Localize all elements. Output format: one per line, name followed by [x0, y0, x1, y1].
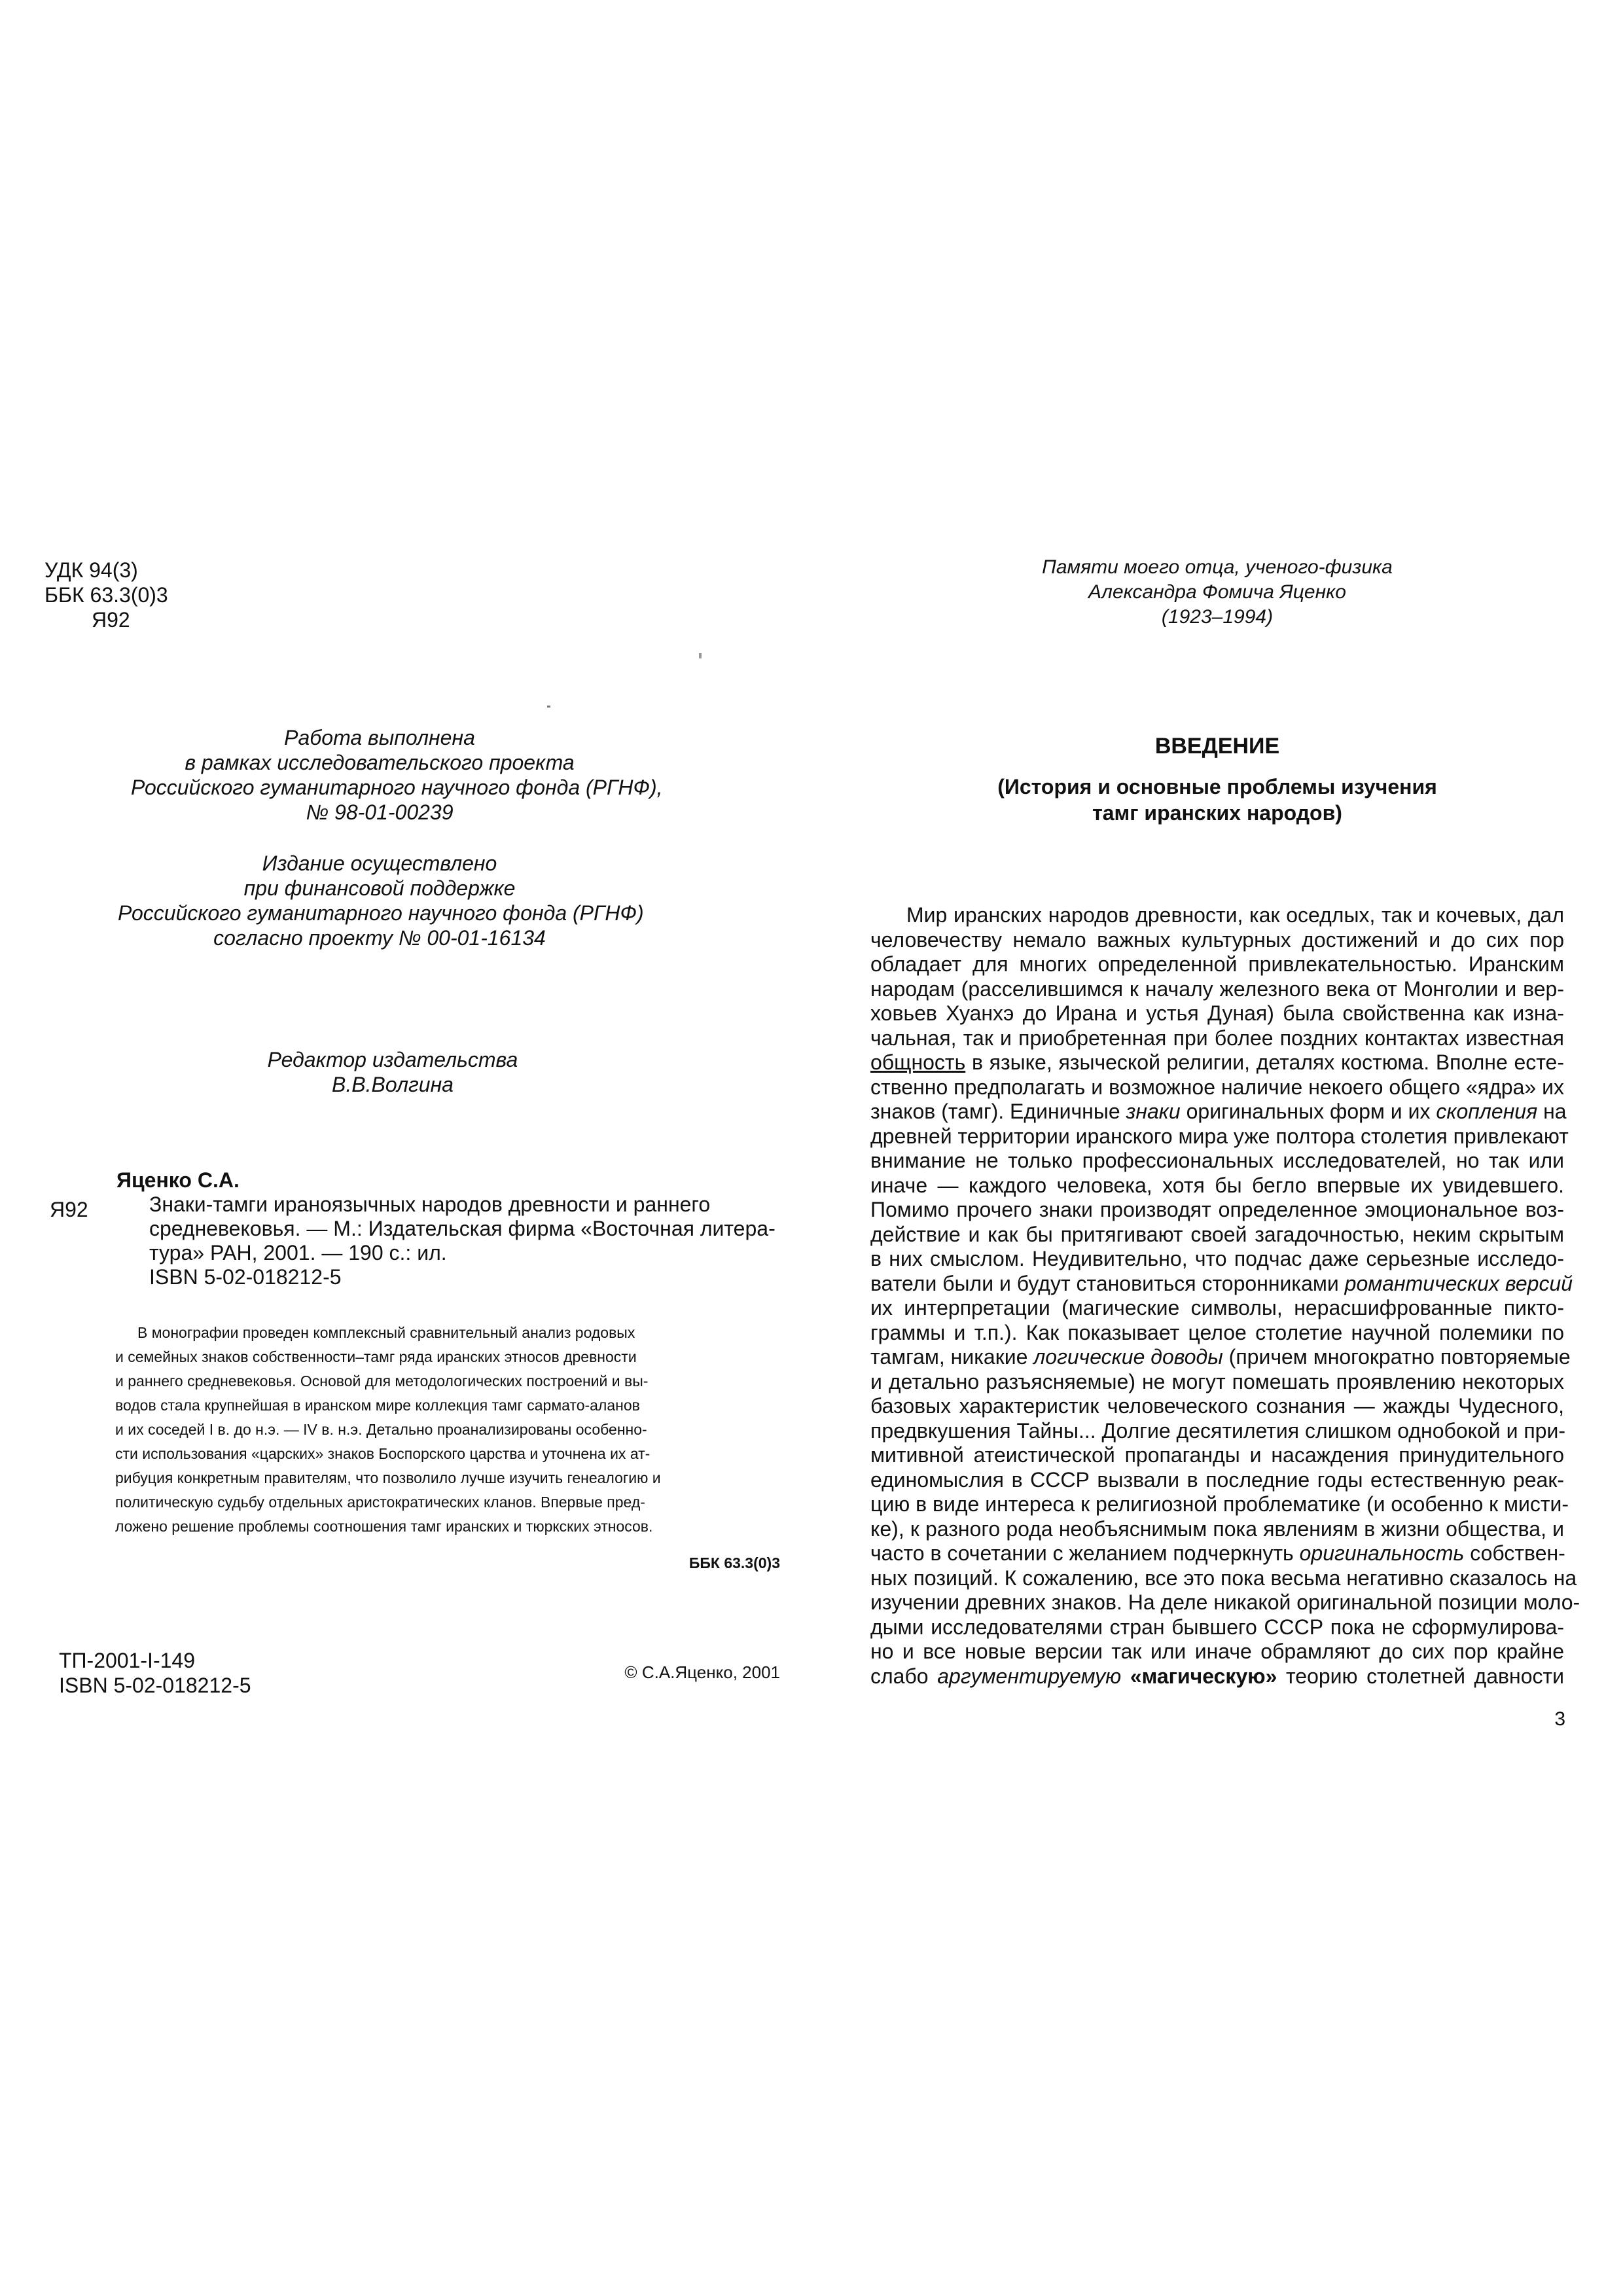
- bold-term: «магическую»: [1130, 1664, 1277, 1688]
- annotation-line: и их соседей I в. до н.э. — IV в. н.э. Детально проанализированы особенно-: [115, 1421, 647, 1438]
- text-fragment: (причем многократно повторяемые: [1222, 1345, 1571, 1369]
- editor-role: Редактор издательства: [267, 1048, 518, 1071]
- tp-code: ТП-2001-I-149: [59, 1649, 195, 1672]
- copyright-icon: ©: [624, 1662, 637, 1682]
- text-line: [870, 1100, 1567, 1124]
- dedication: [1014, 555, 1420, 630]
- text-line: чальная, так и приобретенная при более поздних контактах известная: [870, 1026, 1564, 1050]
- text-line: [870, 1664, 1564, 1689]
- annotation: [115, 1321, 780, 1539]
- copyright: [624, 1662, 780, 1683]
- scan-speck: [699, 653, 702, 658]
- text-line: иначе — каждого человека, хотя бы бегло впервые их увидевшего.: [870, 1173, 1564, 1197]
- right-page: [812, 0, 1623, 2296]
- text-line: Помимо прочего знаки производят определенное эмоциональное воз-: [870, 1198, 1564, 1221]
- annotation-line: водов стала крупнейшая в иранском мире коллекция тамг сармато-аланов: [115, 1397, 640, 1414]
- text-line: единомыслия в СССР вызвали в последние годы естественную реак-: [870, 1467, 1564, 1492]
- italic-term: знаки: [1126, 1100, 1181, 1123]
- text-line: и детально разъясняемые) не могут помешать проявлению некоторых: [870, 1369, 1564, 1393]
- text-line: [870, 1541, 1564, 1566]
- project-line: в рамках исследовательского проекта: [185, 751, 575, 774]
- text-fragment: знаков (тамг). Единичные: [870, 1100, 1126, 1123]
- italic-term: скопления: [1436, 1100, 1538, 1123]
- text-fragment: на: [1537, 1100, 1567, 1123]
- isbn: ISBN 5-02-018212-5: [149, 1265, 342, 1289]
- text-line: предвкушения Тайны... Долгие десятилетия слишком однобокой и при-: [870, 1418, 1565, 1443]
- project-note: [131, 725, 663, 825]
- copyright-text: С.А.Яценко, 2001: [641, 1662, 780, 1682]
- subtitle-line: тамг иранских народов): [1092, 801, 1342, 825]
- text-line: человечеству немало важных культурных достижений и до сих пор: [870, 927, 1564, 952]
- page-number: 3: [1554, 1708, 1565, 1730]
- text-line: [870, 1345, 1571, 1370]
- chapter-subtitle: [939, 774, 1495, 826]
- editor-note: [236, 1047, 550, 1097]
- text-fragment: слабо: [870, 1664, 938, 1688]
- annotation-line: ложено решение проблемы соотношения тамг иранских и тюркских этносов.: [115, 1518, 653, 1535]
- description-line: средневековья. — М.: Издательская фирма «Восточная литера-: [149, 1217, 776, 1240]
- text-line: но и все новые версии так или иначе обрамляют до сих пор крайне: [870, 1640, 1564, 1663]
- text-line: [870, 1271, 1573, 1297]
- editor-name: В.В.Волгина: [332, 1073, 454, 1096]
- annotation-line: рибуция конкретным правителям, что позволило лучше изучить генеалогию и: [115, 1469, 661, 1486]
- italic-term: логические доводы: [1033, 1345, 1223, 1369]
- text-line: действие и как бы притягивают своей загадочностью, неким скрытым: [870, 1222, 1564, 1246]
- author-mark: Я92: [92, 608, 130, 632]
- text-line: [870, 1050, 1564, 1075]
- subtitle-line: (История и основные проблемы изучения: [997, 775, 1437, 798]
- bbk-code: ББК 63.3(0)3: [45, 583, 168, 607]
- text-fragment: тамгам, никакие: [870, 1345, 1034, 1369]
- annotation-line: и раннего средневековья. Основой для методологических построений и вы-: [115, 1372, 649, 1390]
- dedication-line: Александра Фомича Яценко: [1088, 581, 1346, 603]
- text-line: ных позиций. К сожалению, все это пока весьма негативно сказалось на: [870, 1566, 1577, 1590]
- project-line: № 98-01-00239: [306, 800, 454, 824]
- funding-line: Издание осуществлено: [262, 852, 497, 875]
- bibliographic-record: [50, 1168, 783, 1289]
- chapter-title: ВВЕДЕНИЕ: [1154, 734, 1280, 759]
- funding-note: [118, 851, 644, 950]
- text-line: митивной атеистической пропаганды и насаждения принудительного: [870, 1443, 1564, 1467]
- text-fragment: в языке, языческой религии, деталях костюма. Вполне есте-: [965, 1050, 1564, 1074]
- funding-line: при финансовой поддержке: [243, 876, 516, 900]
- bbk-bottom: ББК 63.3(0)3: [688, 1554, 780, 1571]
- text-fragment: ватели были и будут становиться сторонниками: [870, 1271, 1345, 1295]
- underlined-term: общность: [870, 1050, 966, 1074]
- funding-line: согласно проекту № 00-01-16134: [213, 926, 546, 950]
- text-line: ственно предполагать и возможное наличие некоего общего «ядра» их: [870, 1075, 1564, 1099]
- text-fragment: теорию столетней давности: [1277, 1664, 1565, 1688]
- classification-codes: [45, 558, 168, 632]
- italic-term: романтических версий: [1344, 1271, 1573, 1295]
- annotation-line: и семейных знаков собственности–тамг ряда иранских этносов древности: [115, 1348, 637, 1365]
- text-line: дыми исследователями стран бывшего СССР пока не сформулирова-: [870, 1615, 1564, 1639]
- text-line: Мир иранских народов древности, как оседлых, так и кочевых, дал: [906, 903, 1564, 927]
- text-line: древней территории иранского мира уже полтора столетия привлекают: [870, 1124, 1569, 1148]
- text-line: изучении древних знаков. На деле никакой оригинальной позиции моло-: [870, 1590, 1580, 1614]
- annotation-line: В монографии проведен комплексный сравнительный анализ родовых: [137, 1324, 635, 1341]
- annotation-line: сти использования «царских» знаков Боспорского царства и уточнена их ат-: [115, 1445, 651, 1462]
- text-line: внимание не только профессиональных исследователей, но так или: [870, 1149, 1564, 1172]
- text-line: цию в виде интереса к религиозной проблематике (и особенно к мисти-: [870, 1492, 1569, 1516]
- dedication-line: Памяти моего отца, ученого-физика: [1042, 556, 1393, 578]
- text-fragment: собствен-: [1464, 1541, 1565, 1565]
- text-fragment: часто в сочетании с желанием подчеркнуть: [870, 1541, 1300, 1565]
- description-line: Знаки-тамги ираноязычных народов древности и раннего: [149, 1193, 711, 1216]
- text-line: народам (расселившимся к началу железного века от Монголии и вер-: [870, 977, 1564, 1001]
- author-name: Яценко С.А.: [116, 1168, 240, 1192]
- dedication-line: (1923–1994): [1161, 606, 1274, 628]
- text-line: граммы и т.п.). Как показывает целое столетие научной полемики по: [870, 1320, 1564, 1344]
- text-line: их интерпретации (магические символы, нерасшифрованные пикто-: [870, 1296, 1564, 1319]
- text-line: в них смыслом. Неудивительно, что подчас даже серьезные исследо-: [870, 1247, 1564, 1270]
- text-line: ке), к разного рода необъяснимым пока явлениям в жизни общества, и: [870, 1516, 1564, 1541]
- body-text: [870, 903, 1580, 1689]
- text-line: базовых характеристик человеческого сознания — жажды Чудесного,: [870, 1394, 1564, 1418]
- italic-term: оригинальность: [1299, 1541, 1465, 1565]
- description-line: тура» РАН, 2001. — 190 с.: ил.: [149, 1241, 447, 1265]
- project-line: Российского гуманитарного научного фонда (РГНФ),: [131, 776, 663, 799]
- annotation-line: политическую судьбу отдельных аристократических кланов. Впервые пред-: [115, 1494, 645, 1511]
- isbn-bottom: ISBN 5-02-018212-5: [59, 1674, 251, 1697]
- scan-speck: [547, 706, 550, 708]
- text-line: ховьев Хуанхэ до Ирана и устья Дуная) была свойственна как изна-: [870, 1001, 1564, 1025]
- text-line: обладает для многих определенной привлекательностью. Иранским: [870, 952, 1564, 976]
- text-fragment: оригинальных форм и их: [1180, 1100, 1436, 1123]
- project-line: Работа выполнена: [284, 726, 475, 749]
- funding-line: Российского гуманитарного научного фонда (РГНФ): [118, 901, 644, 925]
- udk-code: УДК 94(3): [45, 558, 138, 582]
- side-code: Я92: [50, 1198, 88, 1221]
- imprint-codes: [59, 1648, 251, 1698]
- italic-term: аргументируемую: [937, 1664, 1122, 1688]
